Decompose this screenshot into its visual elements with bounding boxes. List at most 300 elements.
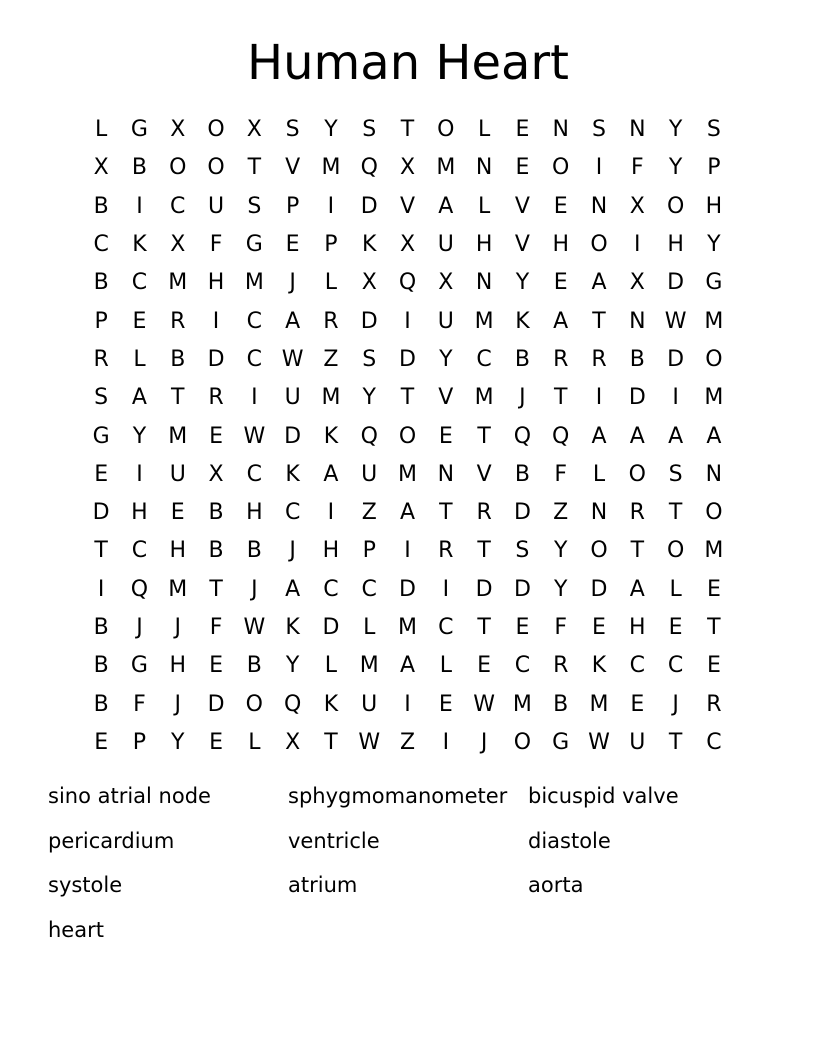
grid-letter: G [130, 117, 148, 143]
grid-row [82, 341, 733, 379]
grid-letter: N [475, 270, 493, 296]
grid-letter: D [207, 691, 225, 717]
grid-letter: O [513, 729, 532, 755]
grid-letter: S [362, 346, 377, 372]
grid-letter: V [285, 155, 301, 181]
grid-letter: Y [362, 385, 376, 411]
grid-letter: F [630, 155, 644, 181]
grid-row [82, 149, 733, 187]
grid-letter: A [438, 193, 454, 219]
grid-letter: Q [360, 423, 378, 449]
grid-letter: P [707, 155, 721, 181]
grid-letter: N [552, 117, 569, 143]
grid-row [82, 111, 733, 149]
grid-letter: D [475, 576, 493, 602]
grid-letter: R [208, 385, 224, 411]
grid-letter: M [436, 155, 456, 181]
grid-letter: W [358, 729, 381, 755]
grid-letter: L [592, 461, 606, 487]
grid-letter: J [136, 615, 143, 640]
grid-letter: N [705, 461, 723, 487]
grid-letter: D [590, 576, 608, 602]
grid-letter: J [174, 691, 181, 717]
grid-letter: E [94, 729, 109, 755]
grid-letter: D [513, 500, 531, 526]
grid-letter: R [553, 653, 569, 679]
grid-letter: C [706, 729, 722, 755]
grid-letter: U [284, 385, 301, 411]
grid-letter: L [363, 615, 376, 640]
grid-letter: I [672, 385, 679, 411]
word-list-item: atrium [288, 873, 358, 897]
grid-letter: W [243, 423, 266, 449]
grid-letter: R [629, 500, 645, 526]
grid-letter: B [93, 270, 109, 296]
grid-letter: E [94, 461, 109, 487]
grid-letter: O [705, 346, 723, 372]
grid-letter: L [669, 576, 682, 602]
grid-letter: Y [171, 729, 185, 755]
grid-letter: J [289, 270, 296, 296]
word-list-item: sphygmomanometer [288, 784, 508, 808]
grid-letter: E [209, 729, 223, 755]
grid-letter: B [170, 346, 186, 372]
grid-letter: M [589, 691, 609, 717]
grid-letter: R [170, 308, 186, 334]
grid-letter: D [628, 385, 646, 411]
grid-letter: T [324, 729, 338, 755]
grid-letter: M [398, 615, 418, 640]
grid-row [82, 647, 733, 685]
grid-letter: E [706, 576, 721, 602]
grid-letter: F [209, 232, 223, 258]
grid-letter: O [169, 155, 187, 181]
grid-letter: D [360, 193, 378, 219]
grid-letter: C [93, 232, 109, 258]
grid-letter: T [477, 423, 491, 449]
grid-letter: A [285, 576, 301, 602]
grid-letter: M [474, 385, 494, 411]
grid-letter: E [285, 232, 300, 258]
grid-letter: C [131, 270, 148, 296]
grid-letter: L [439, 653, 452, 679]
grid-letter: Y [553, 576, 568, 602]
grid-letter: B [553, 691, 569, 717]
word-list-item: ventricle [288, 828, 380, 853]
grid-letter: C [438, 615, 454, 640]
grid-letter: P [324, 232, 338, 258]
grid-letter: J [251, 576, 258, 602]
grid-letter: B [514, 461, 530, 487]
grid-letter: X [246, 117, 262, 143]
grid-letter: V [399, 193, 416, 219]
grid-letter: P [94, 308, 108, 334]
grid-letter: C [246, 308, 263, 334]
grid-letter: E [592, 615, 606, 640]
grid-letter: Q [398, 270, 417, 296]
grid-letter: A [399, 500, 416, 526]
grid-letter: T [247, 155, 262, 181]
grid-letter: V [514, 232, 530, 258]
grid-letter: C [361, 576, 377, 602]
grid-letter: J [289, 538, 296, 564]
grid-row [82, 379, 733, 417]
grid-letter: L [95, 117, 108, 143]
grid-row [82, 532, 733, 570]
grid-letter: E [515, 155, 530, 181]
grid-letter: L [133, 346, 146, 372]
word-list-item: diastole [528, 828, 611, 853]
grid-letter: X [629, 270, 645, 296]
grid-letter: B [246, 653, 262, 679]
grid-letter: D [667, 270, 685, 296]
grid-letter: O [628, 461, 646, 487]
grid-letter: A [668, 423, 684, 449]
grid-letter: Y [324, 117, 338, 143]
grid-letter: C [667, 653, 684, 679]
grid-letter: A [629, 423, 645, 449]
grid-letter: R [553, 346, 569, 372]
grid-letter: Y [439, 346, 453, 372]
grid-letter: M [321, 385, 341, 411]
grid-letter: K [362, 232, 377, 258]
grid-letter: U [437, 308, 454, 334]
grid-letter: K [285, 615, 300, 640]
grid-letter: K [132, 232, 147, 258]
grid-letter: Y [668, 155, 683, 181]
grid-letter: M [359, 653, 379, 679]
grid-letter: U [629, 729, 646, 755]
grid-letter: G [130, 653, 148, 679]
grid-letter: X [361, 270, 377, 296]
grid-letter: E [438, 691, 453, 717]
grid-letter: Y [515, 270, 530, 296]
grid-letter: L [477, 117, 491, 143]
grid-letter: T [209, 576, 223, 602]
grid-letter: F [554, 461, 568, 487]
grid-letter: R [93, 346, 109, 372]
grid-letter: M [704, 308, 724, 334]
grid-letter: U [361, 461, 378, 487]
word-list-item: bicuspid valve [528, 784, 679, 808]
word-list-item: aorta [528, 873, 584, 897]
grid-letter: X [208, 461, 224, 487]
grid-letter: T [592, 308, 606, 334]
grid-row [82, 188, 733, 226]
grid-letter: S [94, 385, 109, 411]
grid-letter: S [668, 461, 683, 487]
word-list-item: pericardium [48, 828, 175, 853]
grid-letter: I [136, 461, 143, 487]
grid-letter: I [634, 232, 641, 258]
grid-letter: M [168, 423, 188, 449]
grid-letter: L [477, 193, 491, 219]
grid-letter: N [590, 500, 608, 526]
grid-letter: X [399, 232, 416, 258]
grid-letter: T [630, 538, 645, 564]
grid-letter: X [629, 193, 645, 219]
grid-letter: E [553, 270, 568, 296]
grid-letter: O [705, 500, 723, 526]
grid-letter: C [629, 653, 645, 679]
grid-letter: H [552, 232, 569, 258]
grid-letter: A [553, 308, 569, 334]
grid-letter: E [170, 500, 185, 526]
grid-letter: T [439, 500, 453, 526]
grid-letter: C [476, 346, 492, 372]
grid-letter: J [174, 615, 181, 640]
grid-letter: S [362, 117, 377, 143]
grid-letter: X [93, 155, 109, 181]
grid-letter: N [437, 461, 455, 487]
grid-letter: G [705, 270, 723, 296]
grid-letter: R [476, 500, 492, 526]
grid-row [82, 456, 733, 494]
grid-row [82, 417, 733, 455]
grid-letter: K [323, 691, 339, 717]
grid-letter: S [706, 117, 721, 143]
grid-letter: O [207, 155, 225, 181]
grid-letter: H [667, 232, 684, 258]
grid-letter: F [133, 691, 146, 717]
grid-letter: T [477, 538, 491, 564]
grid-letter: K [591, 653, 607, 679]
grid-letter: C [170, 193, 186, 219]
grid-letter: A [323, 461, 339, 487]
grid-row [82, 609, 733, 647]
grid-letter: Z [553, 500, 569, 526]
grid-letter: I [251, 385, 258, 411]
grid-letter: M [168, 576, 188, 602]
grid-letter: E [553, 193, 568, 219]
grid-letter: A [131, 385, 147, 411]
grid-letter: W [588, 729, 610, 755]
grid-letter: C [246, 461, 263, 487]
grid-letter: W [664, 308, 687, 334]
grid-letter: I [442, 576, 450, 602]
grid-letter: N [629, 117, 646, 143]
grid-letter: M [704, 538, 724, 564]
word-list-item: heart [48, 917, 104, 942]
grid-letter: Z [361, 500, 377, 526]
grid-letter: N [590, 193, 608, 219]
grid-letter: I [404, 691, 411, 717]
word-list-item: sino atrial node [48, 784, 211, 808]
grid-letter: O [590, 232, 608, 258]
grid-letter: O [666, 538, 685, 564]
grid-letter: E [668, 615, 683, 640]
grid-letter: A [591, 423, 607, 449]
grid-letter: T [477, 615, 491, 640]
grid-letter: G [245, 232, 263, 258]
grid-letter: A [629, 576, 645, 602]
grid-letter: J [672, 691, 679, 717]
grid-letter: E [515, 117, 530, 143]
grid-letter: T [668, 500, 683, 526]
grid-letter: D [284, 423, 302, 449]
grid-letter: G [92, 423, 110, 449]
grid-letter: Y [707, 232, 721, 258]
grid-letter: I [327, 500, 335, 526]
grid-letter: U [207, 193, 225, 219]
grid-letter: E [209, 653, 223, 679]
grid-letter: V [514, 193, 530, 219]
grid-letter: W [243, 615, 266, 640]
grid-letter: M [512, 691, 532, 717]
grid-letter: U [169, 461, 186, 487]
grid-letter: E [132, 308, 147, 334]
grid-letter: X [438, 270, 454, 296]
puzzle-title: Human Heart [247, 35, 569, 91]
grid-letter: X [285, 729, 301, 755]
grid-letter: B [629, 346, 645, 372]
grid-letter: B [93, 691, 109, 717]
grid-letter: C [323, 576, 339, 602]
grid-letter: E [209, 423, 223, 449]
word-list-item: systole [48, 873, 123, 897]
grid-letter: O [245, 691, 263, 717]
grid-letter: I [442, 729, 450, 755]
word-list [48, 776, 768, 954]
grid-letter: M [321, 155, 341, 181]
grid-letter: E [706, 653, 721, 679]
grid-row [82, 302, 733, 340]
grid-letter: A [591, 270, 607, 296]
grid-letter: U [437, 232, 454, 258]
grid-letter: A [285, 308, 301, 334]
grid-letter: C [514, 653, 531, 679]
grid-letter: R [438, 538, 454, 564]
grid-letter: E [477, 653, 492, 679]
grid-letter: D [667, 346, 685, 372]
grid-letter: F [209, 615, 223, 640]
grid-letter: C [246, 346, 263, 372]
grid-letter: L [324, 270, 338, 296]
grid-letter: H [629, 615, 646, 640]
grid-letter: I [404, 538, 411, 564]
grid-letter: B [93, 653, 109, 679]
grid-letter: O [552, 155, 570, 181]
grid-letter: P [285, 193, 300, 219]
grid-letter: T [707, 615, 721, 640]
grid-letter: R [706, 691, 722, 717]
grid-letter: M [244, 270, 264, 296]
grid-letter: T [400, 385, 415, 411]
grid-letter: A [706, 423, 722, 449]
grid-letter: D [322, 615, 340, 640]
grid-letter: D [360, 308, 378, 334]
grid-letter: H [207, 270, 225, 296]
grid-letter: C [284, 500, 301, 526]
grid-letter: F [554, 615, 568, 640]
grid-letter: T [171, 385, 185, 411]
grid-letter: M [474, 308, 494, 334]
grid-letter: I [97, 576, 105, 602]
grid-letter: H [169, 538, 187, 564]
grid-letter: X [399, 155, 416, 181]
grid-letter: B [208, 538, 224, 564]
grid-letter: W [281, 346, 304, 372]
grid-letter: B [246, 538, 262, 564]
grid-letter: L [324, 653, 338, 679]
grid-letter: I [136, 193, 143, 219]
grid-letter: T [553, 385, 568, 411]
grid-letter: I [595, 385, 603, 411]
grid-row [82, 571, 733, 609]
grid-letter: I [212, 308, 220, 334]
grid-letter: S [592, 117, 606, 143]
grid-row [82, 494, 733, 532]
grid-letter: Y [132, 423, 147, 449]
grid-letter: O [207, 117, 225, 143]
grid-letter: K [285, 461, 300, 487]
grid-letter: A [399, 653, 416, 679]
grid-letter: Y [553, 538, 568, 564]
grid-letter: H [131, 500, 148, 526]
grid-letter: U [361, 691, 378, 717]
grid-letter: X [170, 117, 186, 143]
grid-letter: B [514, 346, 530, 372]
grid-letter: J [519, 385, 526, 411]
grid-letter: N [475, 155, 493, 181]
grid-letter: P [132, 729, 147, 755]
grid-letter: V [476, 461, 492, 487]
grid-letter: X [170, 232, 186, 258]
grid-letter: O [398, 423, 417, 449]
grid-letter: L [248, 729, 261, 755]
grid-letter: O [437, 117, 455, 143]
grid-letter: M [398, 461, 418, 487]
grid-letter: D [513, 576, 531, 602]
grid-letter: Z [323, 346, 339, 372]
grid-letter: J [480, 729, 488, 755]
grid-letter: T [668, 729, 683, 755]
grid-letter: H [322, 538, 340, 564]
grid-letter: Y [285, 653, 300, 679]
grid-letter: Q [360, 155, 378, 181]
grid-letter: O [666, 193, 685, 219]
grid-letter: V [438, 385, 454, 411]
grid-row [82, 264, 733, 302]
grid-row [82, 226, 733, 264]
grid-letter: W [473, 691, 495, 717]
grid-letter: Q [130, 576, 149, 602]
grid-letter: R [591, 346, 607, 372]
grid-letter: T [400, 117, 415, 143]
grid-letter: O [590, 538, 608, 564]
grid-letter: M [704, 385, 724, 411]
grid-letter: Q [513, 423, 532, 449]
grid-letter: E [630, 691, 645, 717]
grid-letter: B [208, 500, 224, 526]
grid-row [82, 685, 733, 723]
grid-letter: M [168, 270, 188, 296]
grid-letter: Y [668, 117, 683, 143]
grid-letter: E [438, 423, 453, 449]
grid-letter: S [515, 538, 530, 564]
grid-letter: H [246, 500, 263, 526]
grid-letter: Z [399, 729, 416, 755]
grid-letter: C [131, 538, 148, 564]
grid-letter: Q [552, 423, 570, 449]
grid-letter: K [323, 423, 339, 449]
grid-letter: E [515, 615, 530, 640]
grid-letter: D [92, 500, 110, 526]
grid-letter: P [362, 538, 376, 564]
grid-letter: S [247, 193, 262, 219]
grid-letter: Q [283, 691, 302, 717]
grid-letter: D [399, 576, 416, 602]
